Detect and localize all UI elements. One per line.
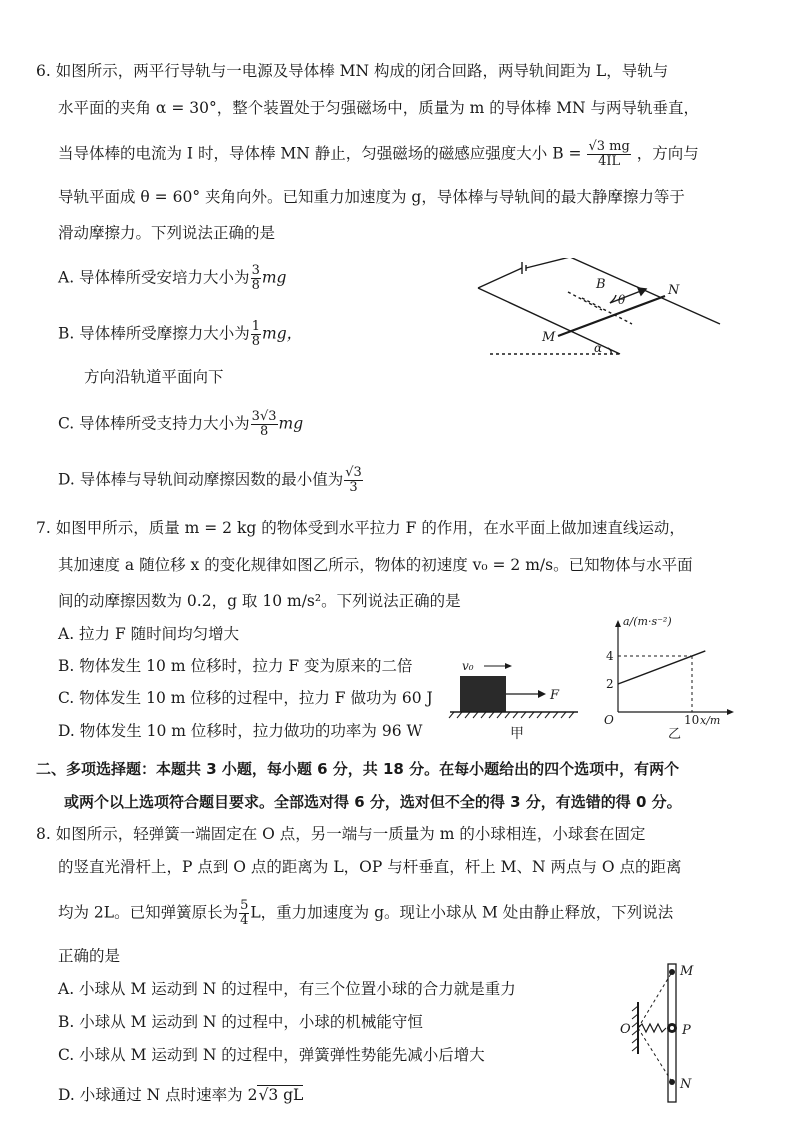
q8-spring-figure	[612, 958, 722, 1108]
q7-option-b[interactable]: B. 物体发生 10 m 位移时，拉力 F 变为原来的二倍	[58, 657, 413, 675]
rail-top-left	[478, 268, 522, 288]
caption-yi: 乙	[668, 727, 682, 740]
q8-line-3: 均为 2L。已知弹簧原长为 $\frac{5}{4}$ L，重力加速度为 g。现让小球从 M 处由静止释放，下列说法	[58, 898, 674, 928]
dashed-o-to-m	[638, 972, 672, 1028]
dashed-o-to-n	[638, 1028, 672, 1082]
origin-label: O	[604, 713, 614, 727]
alpha-arc	[608, 348, 611, 354]
q6-line-2: 水平面的夹角 α = 30°，整个装置处于匀强磁场中，质量为 m 的导体棒 MN 与两导轨垂直，	[58, 99, 700, 117]
q6-option-b[interactable]: B. 导体棒所受摩擦力大小为 $\frac{1}{8}$ mg，	[58, 319, 303, 349]
y-tick-label-4: 4	[606, 649, 614, 663]
caption-jia: 甲	[510, 726, 524, 742]
x-axis-label: x/m	[700, 714, 721, 727]
y-axis-label: a/(m·s⁻²)	[623, 615, 672, 628]
q8-option-d[interactable]: D. 小球通过 N 点时速率为 2√3 gL	[58, 1086, 304, 1104]
label-v0: v₀	[462, 659, 474, 673]
ball-highlight	[670, 1026, 674, 1030]
q6-line-1: 6. 如图所示，两平行导轨与一电源及导体棒 MN 构成的闭合回路，两导轨间距为 L，导轨与	[36, 62, 669, 80]
q6-option-c[interactable]: C. 导体棒所受支持力大小为 $\frac{3√3}{8}$ mg	[58, 409, 304, 439]
block	[460, 676, 506, 712]
rail-top-right	[526, 258, 570, 268]
velocity-arrowhead	[505, 663, 512, 669]
q7-block-figure	[446, 652, 586, 744]
q7-option-d[interactable]: D. 物体发生 10 m 位移时，拉力做功的功率为 96 W	[58, 722, 423, 740]
q7-ax-chart	[596, 612, 740, 740]
label-m: M	[680, 964, 694, 979]
q6-b-fraction: $\frac{√3 mg}{4IL}$	[588, 139, 630, 169]
q8-fraction: $\frac{5}{4}$	[240, 898, 249, 928]
q6-line-3-text: 当导体棒的电流为 I 时，导体棒 MN 静止，匀强磁场的磁感应强度大小 B =	[58, 144, 582, 163]
q6-option-b-line-2: 方向沿轨道平面向下	[84, 368, 224, 386]
q6-rail-figure	[470, 258, 740, 363]
label-f: F	[550, 688, 560, 703]
q8-line-4: 正确的是	[58, 947, 121, 965]
q8-line-1: 8. 如图所示，轻弹簧一端固定在 O 点，另一端与一质量为 m 的小球相连，小球套在固定	[36, 825, 646, 843]
x-tick-label-10: 10	[684, 713, 700, 727]
y-tick-label-2: 2	[606, 677, 614, 691]
label-b: B	[596, 277, 606, 292]
label-theta: θ	[618, 293, 626, 307]
q7-option-a[interactable]: A. 拉力 F 随时间均匀增大	[58, 625, 240, 643]
q7-option-c[interactable]: C. 物体发生 10 m 位移的过程中，拉力 F 做功为 60 J	[58, 689, 433, 707]
spring	[638, 1024, 666, 1032]
q7-line-1: 7. 如图甲所示，质量 m = 2 kg 的物体受到水平拉力 F 的作用，在水平面上做加速直线运动，	[36, 519, 685, 537]
q8-line-2: 的竖直光滑杆上，P 点到 O 点的距离为 L，OP 与杆垂直，杆上 M、N 两点与 O 点的距离	[58, 858, 682, 876]
point-n	[669, 1079, 675, 1085]
field-b-arrowhead	[638, 288, 646, 295]
q6-line-5: 滑动摩擦力。下列说法正确的是	[58, 224, 276, 242]
point-m	[669, 969, 675, 975]
label-n: N	[680, 1077, 692, 1092]
q6-option-d[interactable]: D. 导体棒与导轨间动摩擦因数的最小值为 $\frac{√3}{3}$	[58, 465, 362, 495]
label-alpha: α	[594, 341, 603, 355]
label-m: M	[542, 330, 556, 345]
label-o: O	[620, 1022, 631, 1037]
q8-option-c[interactable]: C. 小球从 M 运动到 N 的过程中，弹簧弹性势能先减小后增大	[58, 1046, 485, 1064]
dashed-normal-1	[568, 292, 602, 310]
label-n: N	[668, 283, 680, 298]
q6-line-4: 导轨平面成 θ = 60° 夹角向外。已知重力加速度为 g，导体棒与导轨间的最大静摩擦力等于	[58, 188, 685, 206]
q8-option-b[interactable]: B. 小球从 M 运动到 N 的过程中，小球的机械能守恒	[58, 1013, 423, 1031]
label-p: P	[682, 1023, 691, 1038]
section-2-heading-line-2: 或两个以上选项符合题目要求。全部选对得 6 分，选对但不全的得 3 分，有选错的得 0 分。	[64, 793, 682, 811]
q8-option-a[interactable]: A. 小球从 M 运动到 N 的过程中，有三个位置小球的合力就是重力	[58, 980, 516, 998]
y-axis-arrowhead	[615, 620, 621, 627]
q7-line-3: 间的动摩擦因数为 0.2，g 取 10 m/s²。下列说法正确的是	[58, 592, 461, 610]
section-2-heading-line-1: 二、多项选择题：本题共 3 小题，每小题 6 分，共 18 分。在每小题给出的四个选项中，有两个	[36, 760, 680, 778]
q6-line-3-tail: ，方向与	[636, 144, 699, 163]
q6-line-3	[58, 140, 699, 169]
ground-hatching	[449, 712, 574, 718]
q6-option-a[interactable]: A. 导体棒所受安培力大小为 $\frac{3}{8}$ mg	[58, 263, 287, 293]
x-axis-arrowhead	[727, 709, 734, 715]
force-f-arrowhead	[538, 690, 546, 698]
q7-line-2: 其加速度 a 随位移 x 的变化规律如图乙所示，物体的初速度 v₀ = 2 m/s。已知物体与水平面	[58, 556, 693, 574]
